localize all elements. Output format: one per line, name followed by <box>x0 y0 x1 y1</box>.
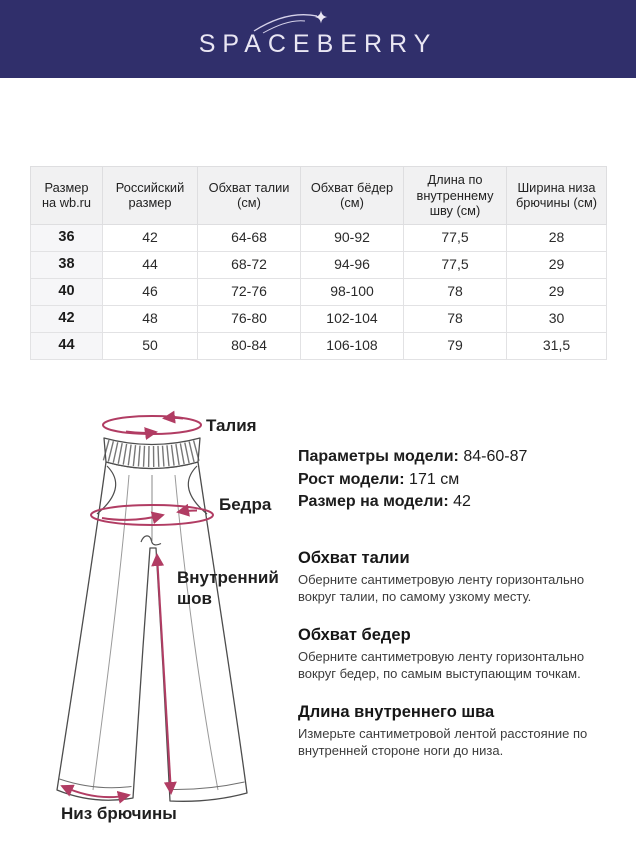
table-cell: 42 <box>31 305 103 332</box>
table-cell: 68-72 <box>198 251 301 278</box>
size-table <box>30 166 607 360</box>
table-cell: 30 <box>507 305 607 332</box>
label-hem: Низ брючины <box>61 804 177 823</box>
table-cell: 98-100 <box>301 278 404 305</box>
measure-info-column <box>298 446 616 759</box>
table-cell: 48 <box>103 305 198 332</box>
brand-logo <box>199 22 438 57</box>
table-row <box>31 251 607 278</box>
table-cell: 78 <box>404 278 507 305</box>
model-size-value: 42 <box>453 493 471 510</box>
table-cell: 29 <box>507 251 607 278</box>
table-cell: 76-80 <box>198 305 301 332</box>
model-height-value: 171 см <box>409 470 460 488</box>
table-cell: 44 <box>103 251 198 278</box>
table-cell: 79 <box>404 332 507 359</box>
table-cell: 72-76 <box>198 278 301 305</box>
section-inseam-title: Длина внутреннего шва <box>298 702 495 721</box>
model-size-line <box>298 491 616 514</box>
column-header: Размер на wb.ru <box>31 167 103 225</box>
section-waist-body: Оберните сантиметровую ленту горизонтально вокруг талии, по самому узкому месту. <box>298 571 585 604</box>
model-params-value: 84-60-87 <box>463 448 528 465</box>
table-cell: 36 <box>31 224 103 251</box>
table-row <box>31 224 607 251</box>
section-waist <box>298 548 616 605</box>
table-cell: 44 <box>31 332 103 359</box>
table-row <box>31 305 607 332</box>
table-cell: 40 <box>31 278 103 305</box>
column-header: Обхват бёдер (см) <box>301 167 404 225</box>
label-waist: Талия <box>206 416 257 435</box>
table-header-row <box>31 167 607 225</box>
model-height-label: Рост модели: <box>298 470 405 488</box>
table-cell: 31,5 <box>507 332 607 359</box>
table-cell: 42 <box>103 224 198 251</box>
section-waist-title: Обхват талии <box>298 548 410 567</box>
section-hips-body: Оберните сантиметровую ленту горизонтально вокруг бедер, по самым выступающим точкам. <box>298 648 585 681</box>
table-cell: 78 <box>404 305 507 332</box>
brand-logo-text: SPACEBERRY <box>198 29 438 58</box>
table-row <box>31 332 607 359</box>
table-cell: 102-104 <box>301 305 404 332</box>
model-height-line <box>298 469 616 492</box>
section-hips-title: Обхват бедер <box>298 625 411 644</box>
label-inseam: Внутренний шов <box>177 568 279 608</box>
section-inseam-body: Измерьте сантиметровой лентой расстояние по внутренней стороне ноги до низа. <box>298 725 588 758</box>
table-cell: 38 <box>31 251 103 278</box>
shooting-star-icon <box>251 6 339 36</box>
brand-header <box>0 0 636 78</box>
model-size-label: Размер на модели: <box>298 493 449 510</box>
pants-diagram <box>30 405 280 835</box>
model-info <box>298 446 616 514</box>
label-hips: Бедра <box>219 495 272 514</box>
table-cell: 77,5 <box>404 251 507 278</box>
section-hips <box>298 625 616 682</box>
column-header: Обхват талии (см) <box>198 167 301 225</box>
model-params-label: Параметры модели: <box>298 448 459 465</box>
table-row <box>31 278 607 305</box>
table-cell: 77,5 <box>404 224 507 251</box>
table-cell: 80-84 <box>198 332 301 359</box>
table-cell: 106-108 <box>301 332 404 359</box>
table-cell: 29 <box>507 278 607 305</box>
column-header: Ширина низа брючины (см) <box>507 167 607 225</box>
table-cell: 28 <box>507 224 607 251</box>
table-cell: 46 <box>103 278 198 305</box>
waist-measure-ellipse <box>103 416 201 434</box>
column-header: Длина по внутреннему шву (см) <box>404 167 507 225</box>
column-header: Российский размер <box>103 167 198 225</box>
table-cell: 90-92 <box>301 224 404 251</box>
table-cell: 94-96 <box>301 251 404 278</box>
table-cell: 50 <box>103 332 198 359</box>
table-cell: 64-68 <box>198 224 301 251</box>
model-params-line <box>298 446 616 469</box>
section-inseam <box>298 702 616 759</box>
